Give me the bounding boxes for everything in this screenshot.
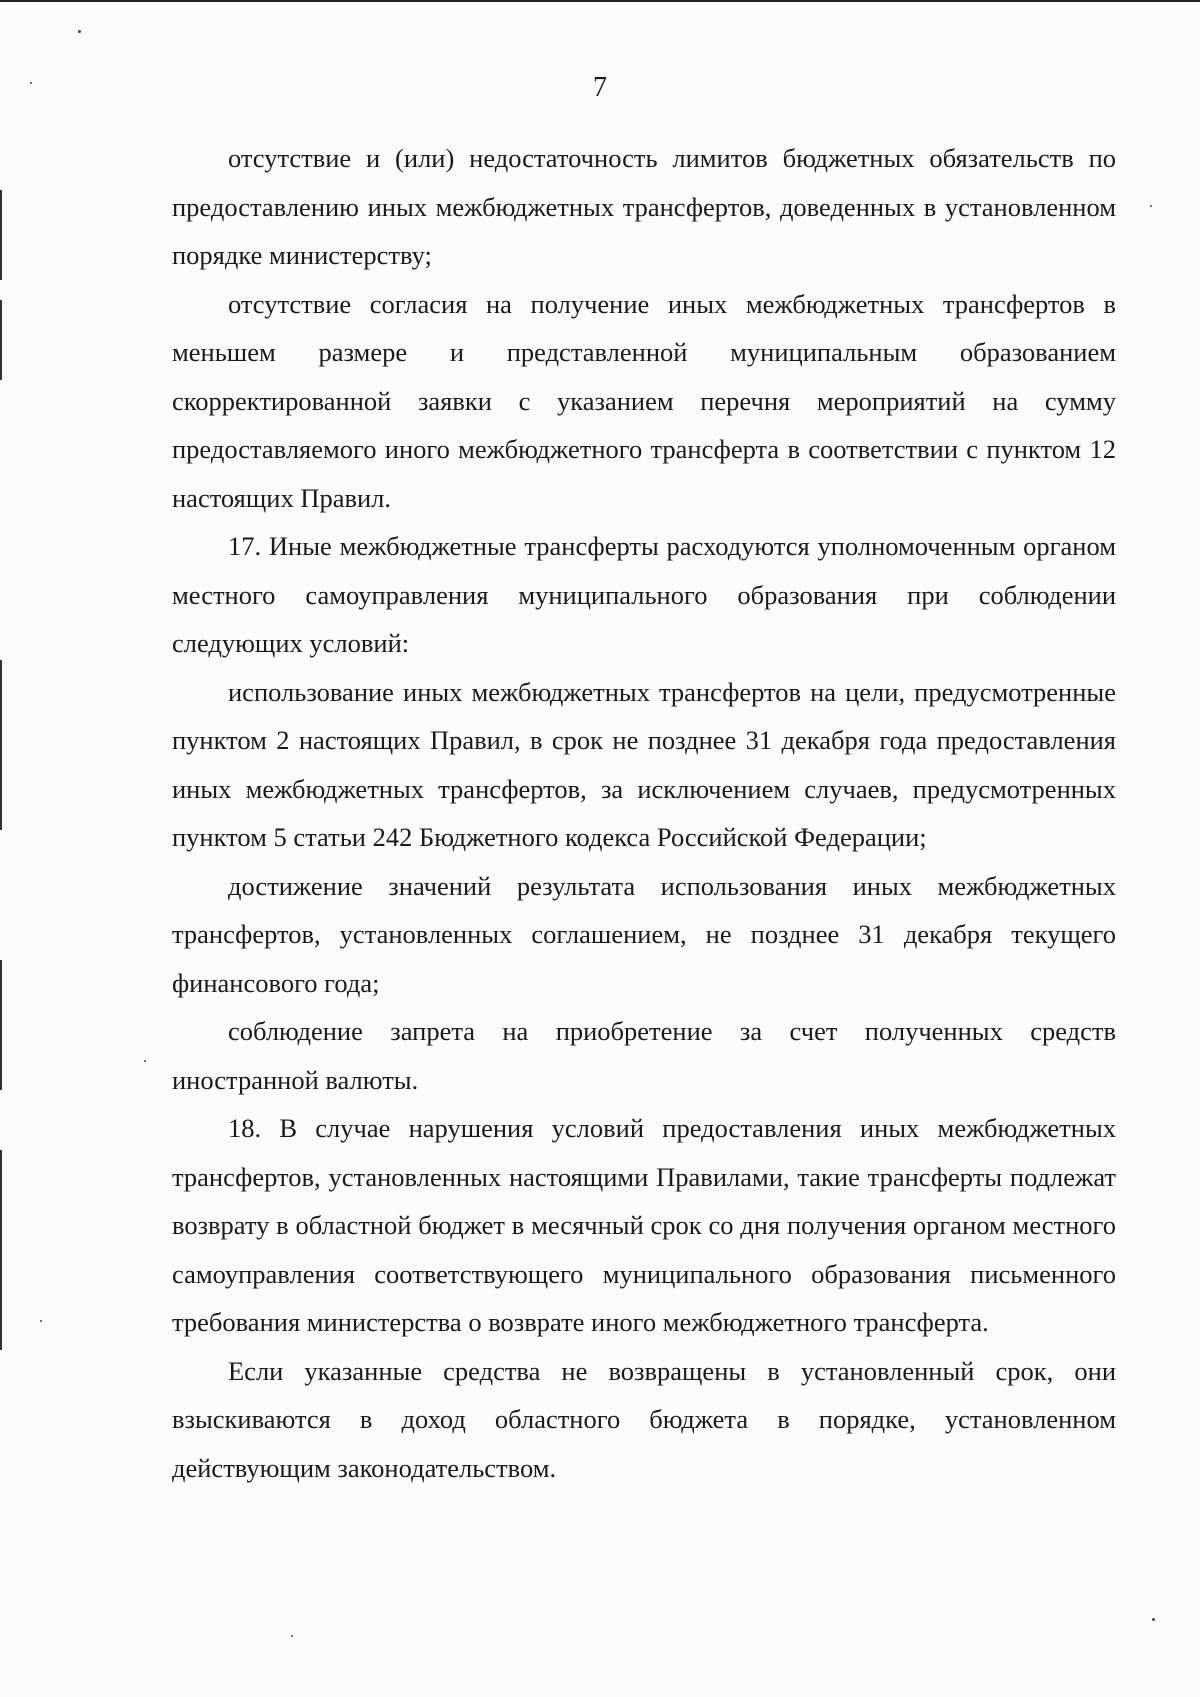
scan-speck bbox=[40, 1320, 42, 1322]
scan-speck bbox=[1152, 1618, 1155, 1621]
page-number: 7 bbox=[593, 72, 607, 103]
scan-speck bbox=[291, 1635, 293, 1637]
paragraph-item-18: 18. В случае нарушения условий предоставления иных межбюджетных трансфертов, установленных настоящими Правилами, такие трансферты подлежат возврату в областной бюджет в месячный срок со дня получения органом местного самоуправления соответствующего муниципального образования письменного требования министерства о возврате иного межбюджетного трансферта. bbox=[172, 1113, 1116, 1337]
left-scan-edge bbox=[0, 190, 2, 280]
paragraph-limits-shortage: отсутствие и (или) недостаточность лимитов бюджетных обязательств по предоставлению иных межбюджетных трансфертов, доведенных в установленном порядке министерству; bbox=[172, 143, 1116, 270]
paragraph-item-17: 17. Иные межбюджетные трансферты расходуются уполномоченным органом местного самоуправления муниципального образования при соблюдении следующих условий: bbox=[172, 531, 1116, 658]
document-body bbox=[172, 134, 1116, 1492]
scan-speck bbox=[144, 1060, 146, 1062]
left-scan-edge bbox=[0, 960, 2, 1090]
left-scan-edge bbox=[0, 660, 2, 830]
paragraph-currency-ban: соблюдение запрета на приобретение за счет полученных средств иностранной валюты. bbox=[172, 1016, 1116, 1095]
scan-speck bbox=[78, 30, 81, 33]
left-scan-edge bbox=[0, 1150, 2, 1350]
paragraph-no-consent: отсутствие согласия на получение иных межбюджетных трансфертов в меньшем размере и представленной муниципальным образованием скорректированной заявки с указанием перечня мероприятий на сумму предоставляемого иного межбюджетного трансферта в соответствии с пунктом 12 настоящих Правил. bbox=[172, 288, 1116, 513]
left-scan-edge bbox=[0, 300, 2, 380]
paragraph-usage-condition: использование иных межбюджетных трансфертов на цели, предусмотренные пунктом 2 настоящих Правил, в срок не позднее 31 декабря года предоставления иных межбюджетных трансфертов, за исключением случаев, предусмотренных пунктом 5 статьи 242 Бюджетного кодекса Российской Федерации; bbox=[172, 676, 1116, 852]
top-border-line bbox=[0, 0, 1200, 2]
paragraph-result-condition: достижение значений результата использования иных межбюджетных трансфертов, установленных соглашением, не позднее 31 декабря текущего финансового года; bbox=[172, 870, 1116, 998]
scan-speck bbox=[1150, 205, 1152, 207]
paragraph-recovery: Если указанные средства не возвращены в установленный срок, они взыскиваются в доход областного бюджета в порядке, установленном действующим законодательством. bbox=[172, 1355, 1116, 1483]
